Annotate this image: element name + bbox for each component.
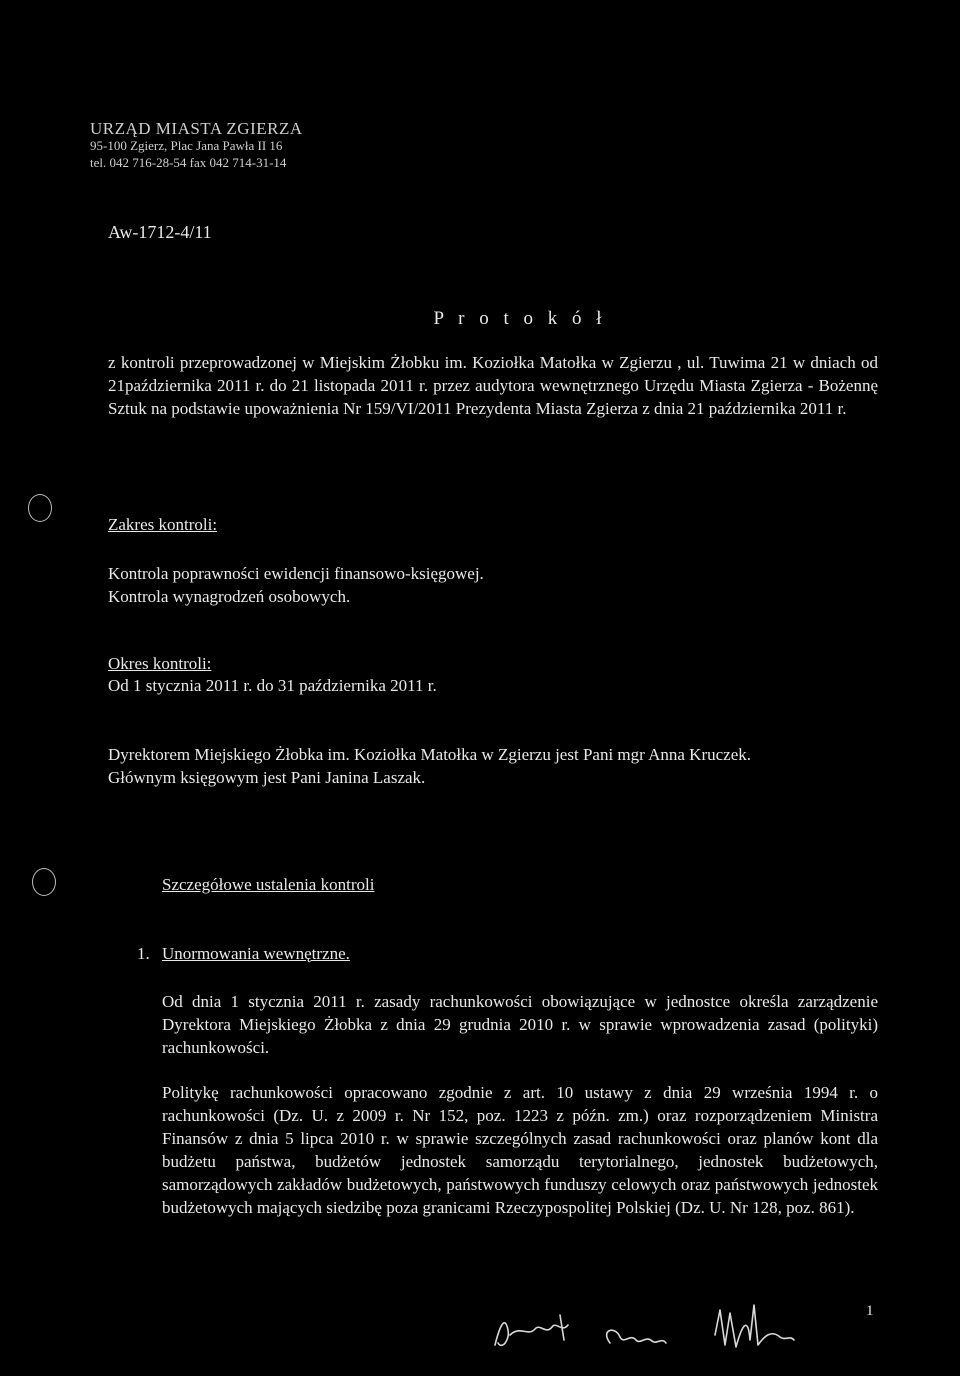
scope-item: Kontrola poprawności ewidencji finansowo-księgowej. — [108, 564, 484, 583]
staff-info — [108, 743, 751, 789]
punch-hole — [28, 494, 52, 522]
section-title: Unormowania wewnętrzne. — [162, 944, 350, 963]
period-value: Od 1 stycznia 2011 r. do 31 października 2011 r. — [108, 676, 437, 695]
signature-mark — [495, 1315, 568, 1345]
section-number: 1. — [137, 944, 150, 963]
stamp-line-office: URZĄD MIASTA ZGIERZA — [90, 119, 303, 138]
section-paragraph: Od dnia 1 stycznia 2011 r. zasady rachunkowości obowiązujące w jednostce określa zarządzenie Dyrektora Miejskiego Żłobka z dnia 29 grudnia 2010 r. w sprawie wprowadzenia zasad (polityki) rachunkowości. — [162, 992, 878, 1057]
details-heading: Szczegółowe ustalenia kontroli — [162, 875, 375, 894]
reference-number: Aw-1712-4/11 — [108, 222, 212, 242]
stamp-line-address: 95-100 Zgierz, Plac Jana Pawła II 16 — [90, 138, 283, 153]
page-number: 1 — [866, 1303, 874, 1319]
scope-item: Kontrola wynagrodzeń osobowych. — [108, 587, 351, 606]
signatures — [480, 1285, 810, 1365]
accountant-line: Głównym księgowym jest Pani Janina Laszak. — [108, 768, 426, 787]
stamp-line-phone: tel. 042 716-28-54 fax 042 714-31-14 — [90, 155, 287, 170]
scope-heading: Zakres kontroli: — [108, 515, 218, 534]
signature-mark — [607, 1330, 666, 1343]
period-heading: Okres kontroli: — [108, 654, 212, 673]
scope-list — [108, 562, 484, 608]
intro-paragraph: z kontroli przeprowadzonej w Miejskim Żłobku im. Koziołka Matołka w Zgierzu , ul. Tuwima 21 w dniach od 21października 2011 r. do 21 listopada 2011 r. przez audytora wewnętrznego Urzędu Miasta Zgierza - Bożennę Sztuk na podstawie upoważnienia Nr 159/VI/2011 Prezydenta Miasta Zgierza z dnia 21 października 2011 r. — [108, 353, 878, 418]
punch-hole — [32, 868, 56, 896]
document-title: P r o t o k ó ł — [433, 308, 607, 329]
office-stamp — [90, 120, 303, 171]
director-line: Dyrektorem Miejskiego Żłobka im. Koziołka Matołka w Zgierzu jest Pani mgr Anna Kruczek. — [108, 745, 752, 764]
signature-mark — [715, 1305, 794, 1347]
section-paragraph: Politykę rachunkowości opracowano zgodnie z art. 10 ustawy z dnia 29 września 1994 r. o rachunkowości (Dz. U. z 2009 r. Nr 152, poz. 1223 z późn. zm.) oraz rozporządzeniem Ministra Finansów z dnia 5 lipca 2010 r. w sprawie szczególnych zasad rachunkowości oraz planów kont dla budżetu państwa, budżetów jednostek samorządu terytorialnego, jednostek budżetowych, samorządowych zakładów budżetowych, państwowych funduszy celowych oraz państwowych jednostek budżetowych mających siedzibę poza granicami Rzeczypospolitej Polskiej (Dz. U. Nr 128, poz. 861). — [162, 1083, 878, 1217]
